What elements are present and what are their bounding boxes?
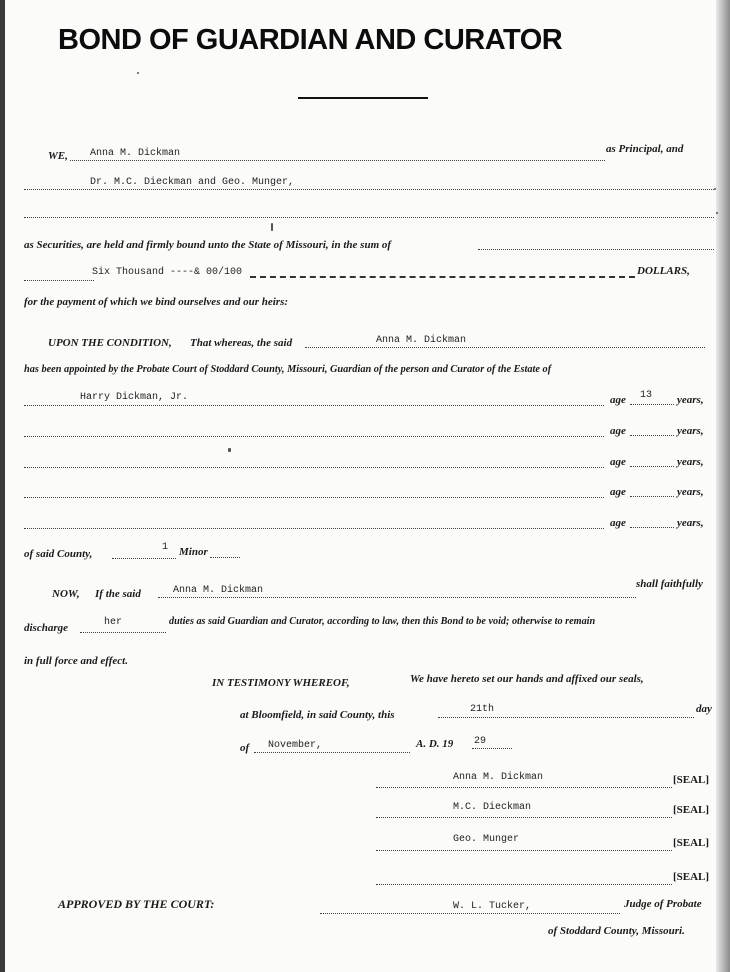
shall-label: shall faithfully <box>636 578 703 590</box>
scan-edge-right <box>716 0 730 972</box>
signature-name: Anna M. Dickman <box>453 772 544 783</box>
of-label: of <box>240 742 250 754</box>
we-label: WE, <box>48 150 68 162</box>
age-label: age <box>610 456 626 468</box>
discharge-label: discharge <box>24 622 68 634</box>
discharge-pronoun: her <box>104 617 123 628</box>
years-label: years, <box>677 425 704 437</box>
principal-name: Anna M. Dickman <box>90 148 181 159</box>
minor-age: 13 <box>640 390 653 401</box>
month-value: November, <box>268 740 323 751</box>
seal-label: [SEAL] <box>673 804 710 816</box>
years-label: years, <box>677 517 704 529</box>
scan-edge-left <box>0 0 5 972</box>
condition-line <box>305 347 705 348</box>
day-value: 21th <box>470 704 495 715</box>
signature-name: M.C. Dieckman <box>453 802 532 813</box>
now-text: If the said <box>95 588 141 600</box>
appointed-text: has been appointed by the Probate Court of Stoddard County, Missouri, Guardian of the person and Curator of the Estate of <box>24 364 552 375</box>
sum-dash-line <box>250 276 635 278</box>
county-court: of Stoddard County, Missouri. <box>548 925 685 937</box>
day-label: day <box>696 703 712 715</box>
sum-line-lead <box>24 280 94 281</box>
scan-speck <box>137 72 139 74</box>
payment-text: for the payment of which we bind ourselves and our heirs: <box>24 296 289 308</box>
principal-line <box>70 160 605 161</box>
securities-line <box>24 189 714 190</box>
signature-name: Geo. Munger <box>453 834 520 845</box>
county-label: of said County, <box>24 548 93 560</box>
seal-label: [SEAL] <box>673 871 710 883</box>
age-label: age <box>610 425 626 437</box>
judge-label: Judge of Probate <box>624 898 702 910</box>
year-value: 29 <box>474 736 487 747</box>
sum-line-1 <box>478 249 714 250</box>
judge-line <box>320 913 620 914</box>
discharge-text: duties as said Guardian and Curator, according to law, then this Bond to be void; otherwise to remain <box>169 616 596 627</box>
scan-speck <box>716 212 718 214</box>
now-name: Anna M. Dickman <box>173 585 264 596</box>
minor-count: 1 <box>162 542 169 553</box>
minor-label: Minor <box>179 546 208 558</box>
age-label: age <box>610 394 626 406</box>
seal-label: [SEAL] <box>673 774 710 786</box>
judge-name: W. L. Tucker, <box>453 901 532 912</box>
condition-name: Anna M. Dickman <box>376 335 467 346</box>
dollars-label: DOLLARS, <box>637 265 690 277</box>
ad-label: A. D. 19 <box>416 738 454 750</box>
now-line <box>158 597 636 598</box>
years-label: years, <box>677 486 704 498</box>
form-title: BOND OF GUARDIAN AND CURATOR <box>58 24 563 56</box>
years-label: years, <box>677 394 704 406</box>
seal-label: [SEAL] <box>673 837 710 849</box>
securities-names: Dr. M.C. Dieckman and Geo. Munger, <box>90 177 295 188</box>
securities-text: as Securities, are held and firmly bound unto the State of Missouri, in the sum of <box>24 239 392 251</box>
testimony-label: IN TESTIMONY WHEREOF, <box>212 677 350 689</box>
age-label: age <box>610 486 626 498</box>
force-text: in full force and effect. <box>24 655 128 667</box>
age-label: age <box>610 517 626 529</box>
testimony-text: We have hereto set our hands and affixed our seals, <box>410 673 644 685</box>
as-principal-label: as Principal, and <box>606 143 684 155</box>
now-label: NOW, <box>52 588 80 600</box>
scan-speck <box>228 448 231 452</box>
sum-amount: Six Thousand ----& 00/100 <box>92 267 243 278</box>
securities-line-2 <box>24 217 714 218</box>
scan-speck <box>714 188 716 190</box>
condition-text: That whereas, the said <box>190 337 293 349</box>
years-label: years, <box>677 456 704 468</box>
minor-name: Harry Dickman, Jr. <box>80 392 189 403</box>
approved-label: APPROVED BY THE COURT: <box>58 897 215 911</box>
day-line <box>438 717 694 718</box>
scan-speck <box>271 223 273 231</box>
at-text: at Bloomfield, in said County, this <box>240 709 395 721</box>
title-underline <box>298 97 428 99</box>
condition-label: UPON THE CONDITION, <box>48 337 172 349</box>
